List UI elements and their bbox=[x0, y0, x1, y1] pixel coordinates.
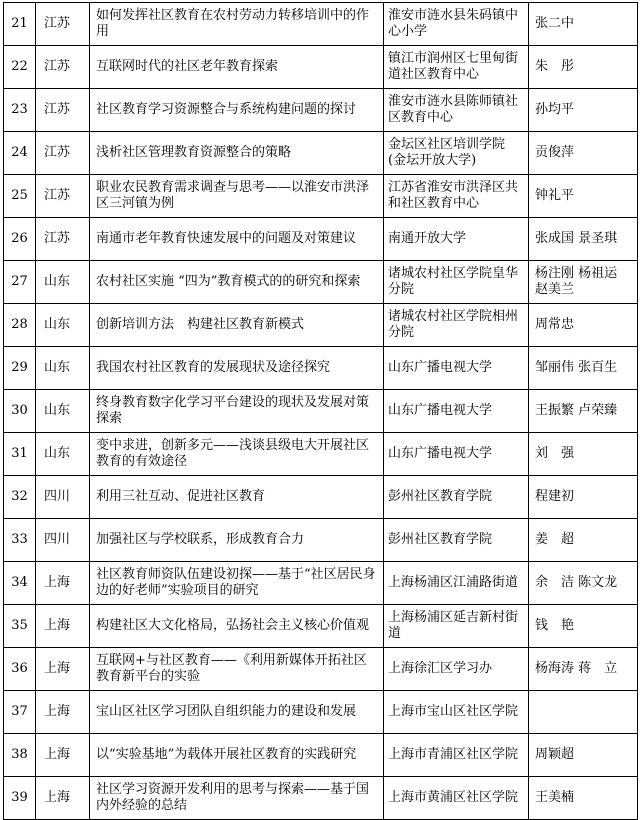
province-cell: 上海 bbox=[36, 648, 90, 691]
organization-cell: 诸城农村社区学院相州分院 bbox=[384, 304, 529, 347]
author-cell: 张成国 景圣琪 bbox=[529, 218, 638, 261]
province-cell: 江苏 bbox=[36, 89, 90, 132]
paper-title-cell: 构建社区大文化格局，弘扬社会主义核心价值观 bbox=[90, 605, 384, 648]
paper-title-cell: 宝山区社区学习团队自组织能力的建设和发展 bbox=[90, 691, 384, 734]
row-number: 22 bbox=[4, 46, 36, 89]
paper-title-cell: 南通市老年教育快速发展中的问题及对策建议 bbox=[90, 218, 384, 261]
paper-title-cell: 以“实验基地”为载体开展社区教育的实践研究 bbox=[90, 734, 384, 777]
paper-title-cell: 社区学习资源开发利用的思考与探索——基于国内外经验的总结 bbox=[90, 777, 384, 820]
row-number: 33 bbox=[4, 519, 36, 562]
paper-title-cell: 我国农村社区教育的发展现状及途径探究 bbox=[90, 347, 384, 390]
organization-cell: 山东广播电视大学 bbox=[384, 347, 529, 390]
organization-cell: 上海市青浦区社区学院 bbox=[384, 734, 529, 777]
paper-title-cell: 农村社区实施 “四为”教育模式的的研究和探索 bbox=[90, 261, 384, 304]
paper-title-cell: 职业农民教育需求调查与思考——以淮安市洪泽区三河镇为例 bbox=[90, 175, 384, 218]
row-number: 28 bbox=[4, 304, 36, 347]
paper-title-cell: 浅析社区管理教育资源整合的策略 bbox=[90, 132, 384, 175]
row-number: 24 bbox=[4, 132, 36, 175]
author-cell: 张二中 bbox=[529, 3, 638, 46]
author-cell: 邹丽伟 张百生 bbox=[529, 347, 638, 390]
table-row bbox=[4, 691, 638, 734]
table-row bbox=[4, 734, 638, 777]
row-number: 38 bbox=[4, 734, 36, 777]
author-cell: 余 洁 陈文龙 bbox=[529, 562, 638, 605]
author-cell: 杨海涛 蒋 立 bbox=[529, 648, 638, 691]
row-number: 36 bbox=[4, 648, 36, 691]
organization-cell: 南通开放大学 bbox=[384, 218, 529, 261]
province-cell: 上海 bbox=[36, 734, 90, 777]
province-cell: 江苏 bbox=[36, 3, 90, 46]
author-cell: 周颖超 bbox=[529, 734, 638, 777]
table-row bbox=[4, 218, 638, 261]
paper-title-cell: 社区教育师资队伍建设初探——基于“社区居民身边的好老师”实验项目的研究 bbox=[90, 562, 384, 605]
paper-list-table bbox=[3, 2, 638, 820]
organization-cell: 上海市宝山区社区学院 bbox=[384, 691, 529, 734]
province-cell: 山东 bbox=[36, 347, 90, 390]
row-number: 31 bbox=[4, 433, 36, 476]
paper-title-cell: 社区教育学习资源整合与系统构建问题的探讨 bbox=[90, 89, 384, 132]
table-row bbox=[4, 476, 638, 519]
province-cell: 上海 bbox=[36, 691, 90, 734]
organization-cell: 上海杨浦区延吉新村街道 bbox=[384, 605, 529, 648]
row-number: 23 bbox=[4, 89, 36, 132]
row-number: 29 bbox=[4, 347, 36, 390]
province-cell: 江苏 bbox=[36, 175, 90, 218]
organization-cell: 上海市黄浦区社区学院 bbox=[384, 777, 529, 820]
province-cell: 山东 bbox=[36, 304, 90, 347]
paper-title-cell: 互联网时代的社区老年教育探索 bbox=[90, 46, 384, 89]
table-row bbox=[4, 347, 638, 390]
province-cell: 江苏 bbox=[36, 218, 90, 261]
province-cell: 山东 bbox=[36, 261, 90, 304]
paper-title-cell: 终身教育数字化学习平台建设的现状及发展对策探索 bbox=[90, 390, 384, 433]
author-cell: 刘 强 bbox=[529, 433, 638, 476]
author-cell: 孙均平 bbox=[529, 89, 638, 132]
author-cell: 王美楠 bbox=[529, 777, 638, 820]
table-row bbox=[4, 648, 638, 691]
author-cell: 周常忠 bbox=[529, 304, 638, 347]
organization-cell: 山东广播电视大学 bbox=[384, 433, 529, 476]
organization-cell: 淮安市涟水县朱码镇中心小学 bbox=[384, 3, 529, 46]
table-row bbox=[4, 304, 638, 347]
row-number: 32 bbox=[4, 476, 36, 519]
table-row bbox=[4, 519, 638, 562]
row-number: 21 bbox=[4, 3, 36, 46]
province-cell: 山东 bbox=[36, 390, 90, 433]
table-row bbox=[4, 777, 638, 820]
table-row bbox=[4, 562, 638, 605]
table-row bbox=[4, 46, 638, 89]
organization-cell: 江苏省淮安市洪泽区共和社区教育中心 bbox=[384, 175, 529, 218]
row-number: 25 bbox=[4, 175, 36, 218]
paper-title-cell: 互联网+与社区教育——《利用新媒体开拓社区教育新平台的实验 bbox=[90, 648, 384, 691]
author-cell bbox=[529, 691, 638, 734]
author-cell: 程建初 bbox=[529, 476, 638, 519]
table-row bbox=[4, 175, 638, 218]
author-cell: 王振繁 卢荣臻 bbox=[529, 390, 638, 433]
organization-cell: 山东广播电视大学 bbox=[384, 390, 529, 433]
table-row bbox=[4, 89, 638, 132]
row-number: 27 bbox=[4, 261, 36, 304]
paper-title-cell: 利用三社互动、促进社区教育 bbox=[90, 476, 384, 519]
organization-cell: 彭州社区教育学院 bbox=[384, 519, 529, 562]
province-cell: 江苏 bbox=[36, 132, 90, 175]
organization-cell: 上海杨浦区江浦路街道 bbox=[384, 562, 529, 605]
paper-title-cell: 变中求进，创新多元——浅谈县级电大开展社区教育的有效途径 bbox=[90, 433, 384, 476]
author-cell: 钟礼平 bbox=[529, 175, 638, 218]
paper-title-cell: 创新培训方法 构建社区教育新模式 bbox=[90, 304, 384, 347]
organization-cell: 淮安市涟水县陈师镇社区教育中心 bbox=[384, 89, 529, 132]
table-row bbox=[4, 605, 638, 648]
author-cell: 朱 彤 bbox=[529, 46, 638, 89]
province-cell: 山东 bbox=[36, 433, 90, 476]
organization-cell: 上海徐汇区学习办 bbox=[384, 648, 529, 691]
table-row bbox=[4, 390, 638, 433]
paper-title-cell: 加强社区与学校联系，形成教育合力 bbox=[90, 519, 384, 562]
author-cell: 姜 超 bbox=[529, 519, 638, 562]
table-row bbox=[4, 3, 638, 46]
table-row bbox=[4, 433, 638, 476]
author-cell: 钱 艳 bbox=[529, 605, 638, 648]
organization-cell: 彭州社区教育学院 bbox=[384, 476, 529, 519]
province-cell: 江苏 bbox=[36, 46, 90, 89]
table-body bbox=[4, 3, 638, 820]
author-cell: 贡俊萍 bbox=[529, 132, 638, 175]
author-cell: 杨注刚 杨祖运 赵美兰 bbox=[529, 261, 638, 304]
organization-cell: 金坛区社区培训学院(金坛开放大学) bbox=[384, 132, 529, 175]
paper-title-cell: 如何发挥社区教育在农村劳动力转移培训中的作用 bbox=[90, 3, 384, 46]
row-number: 35 bbox=[4, 605, 36, 648]
province-cell: 上海 bbox=[36, 605, 90, 648]
row-number: 39 bbox=[4, 777, 36, 820]
province-cell: 上海 bbox=[36, 562, 90, 605]
province-cell: 上海 bbox=[36, 777, 90, 820]
table-row bbox=[4, 261, 638, 304]
row-number: 26 bbox=[4, 218, 36, 261]
province-cell: 四川 bbox=[36, 476, 90, 519]
organization-cell: 诸城农村社区学院皇华分院 bbox=[384, 261, 529, 304]
table-row bbox=[4, 132, 638, 175]
province-cell: 四川 bbox=[36, 519, 90, 562]
organization-cell: 镇江市润州区七里甸街道社区教育中心 bbox=[384, 46, 529, 89]
row-number: 34 bbox=[4, 562, 36, 605]
row-number: 37 bbox=[4, 691, 36, 734]
row-number: 30 bbox=[4, 390, 36, 433]
